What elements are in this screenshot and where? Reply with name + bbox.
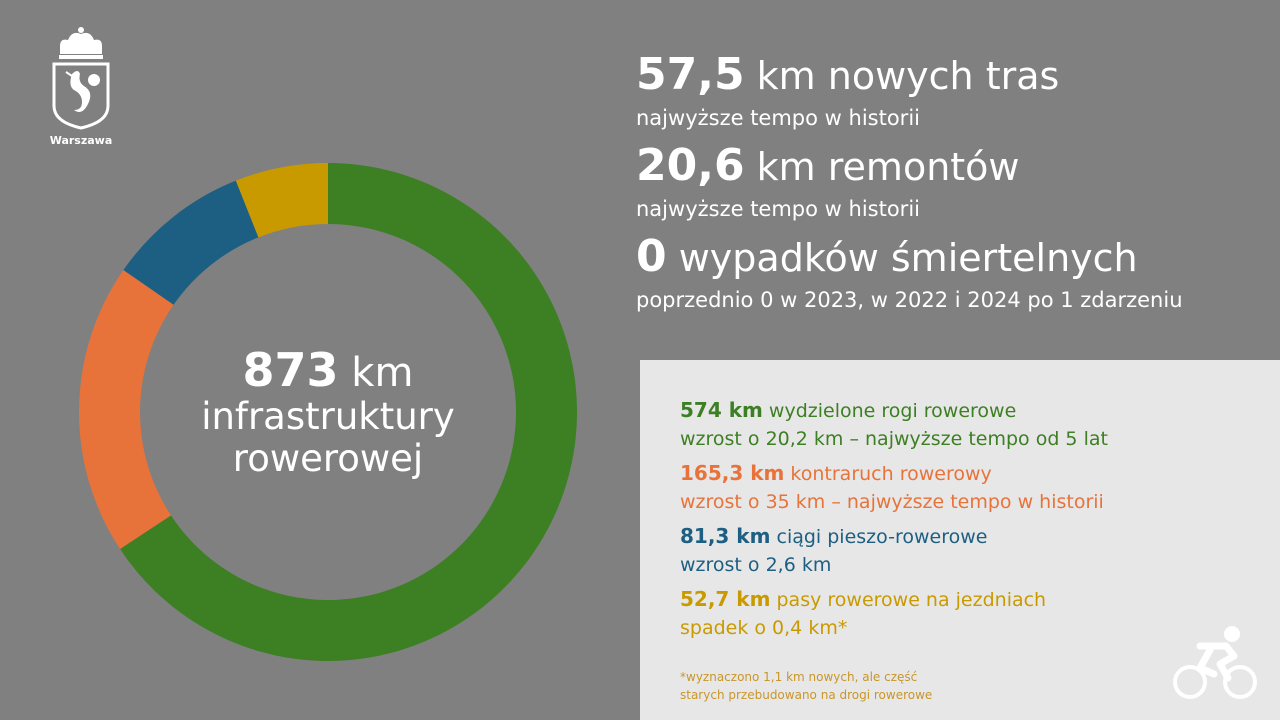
warsaw-logo <box>48 24 114 148</box>
stat-subtitle: poprzednio 0 w 2023, w 2022 i 2024 po 1 zdarzeniu <box>636 288 1183 312</box>
center-total-unit: km <box>351 349 414 396</box>
breakdown-row-contraflow <box>680 459 1108 516</box>
stat-text: km nowych tras <box>756 54 1060 98</box>
stat-subtitle: najwyższe tempo w historii <box>636 106 920 130</box>
stat-renovations <box>636 139 1276 224</box>
chart-center-label <box>78 162 578 662</box>
breakdown-row-shared-paths <box>680 522 1108 579</box>
logo-label: Warszawa <box>49 134 113 147</box>
breakdown-head <box>680 585 1108 614</box>
cyclist-icon <box>1170 616 1260 706</box>
warsaw-coat-of-arms-icon <box>48 24 114 132</box>
center-total-number: 873 <box>242 342 339 397</box>
stat-number: 0 <box>636 231 667 282</box>
breakdown-row-separated <box>680 396 1108 453</box>
stat-number: 20,6 <box>636 140 745 191</box>
stat-subtitle: najwyższe tempo w historii <box>636 197 920 221</box>
breakdown-head <box>680 522 1108 551</box>
breakdown-head <box>680 396 1108 425</box>
stat-text: km remontów <box>756 145 1020 189</box>
center-line-2: rowerowej <box>232 436 424 480</box>
breakdown-label: pasy rowerowe na jezdniach <box>776 589 1047 611</box>
footnote-line-1: *wyznaczono 1,1 km nowych, ale część <box>680 670 918 684</box>
breakdown-panel <box>640 360 1280 720</box>
stat-number: 57,5 <box>636 49 745 100</box>
breakdown-number: 81,3 km <box>680 524 771 548</box>
breakdown-label: ciągi pieszo-rowerowe <box>776 526 988 548</box>
breakdown-subtitle: wzrost o 20,2 km – najwyższe tempo od 5 lat <box>680 428 1108 450</box>
footnote <box>680 668 932 704</box>
breakdown-head <box>680 459 1108 488</box>
breakdown-number: 52,7 km <box>680 587 771 611</box>
breakdown-label: wydzielone rogi rowerowe <box>768 400 1017 422</box>
stat-fatal-accidents <box>636 230 1276 315</box>
breakdown-subtitle: wzrost o 2,6 km <box>680 554 832 576</box>
breakdown-subtitle: wzrost o 35 km – najwyższe tempo w historii <box>680 491 1104 513</box>
stat-new-routes <box>636 48 1276 133</box>
breakdown-number: 574 km <box>680 398 763 422</box>
breakdown-number: 165,3 km <box>680 461 785 485</box>
stat-text: wypadków śmiertelnych <box>678 236 1138 280</box>
headline-stats <box>636 48 1276 321</box>
breakdown-row-bike-lanes <box>680 585 1108 642</box>
footnote-line-2: starych przebudowano na drogi rowerowe <box>680 688 933 702</box>
breakdown-label: kontraruch rowerowy <box>790 463 992 485</box>
breakdown-subtitle: spadek o 0,4 km* <box>680 617 848 639</box>
center-line-1: infrastruktury <box>201 395 455 439</box>
